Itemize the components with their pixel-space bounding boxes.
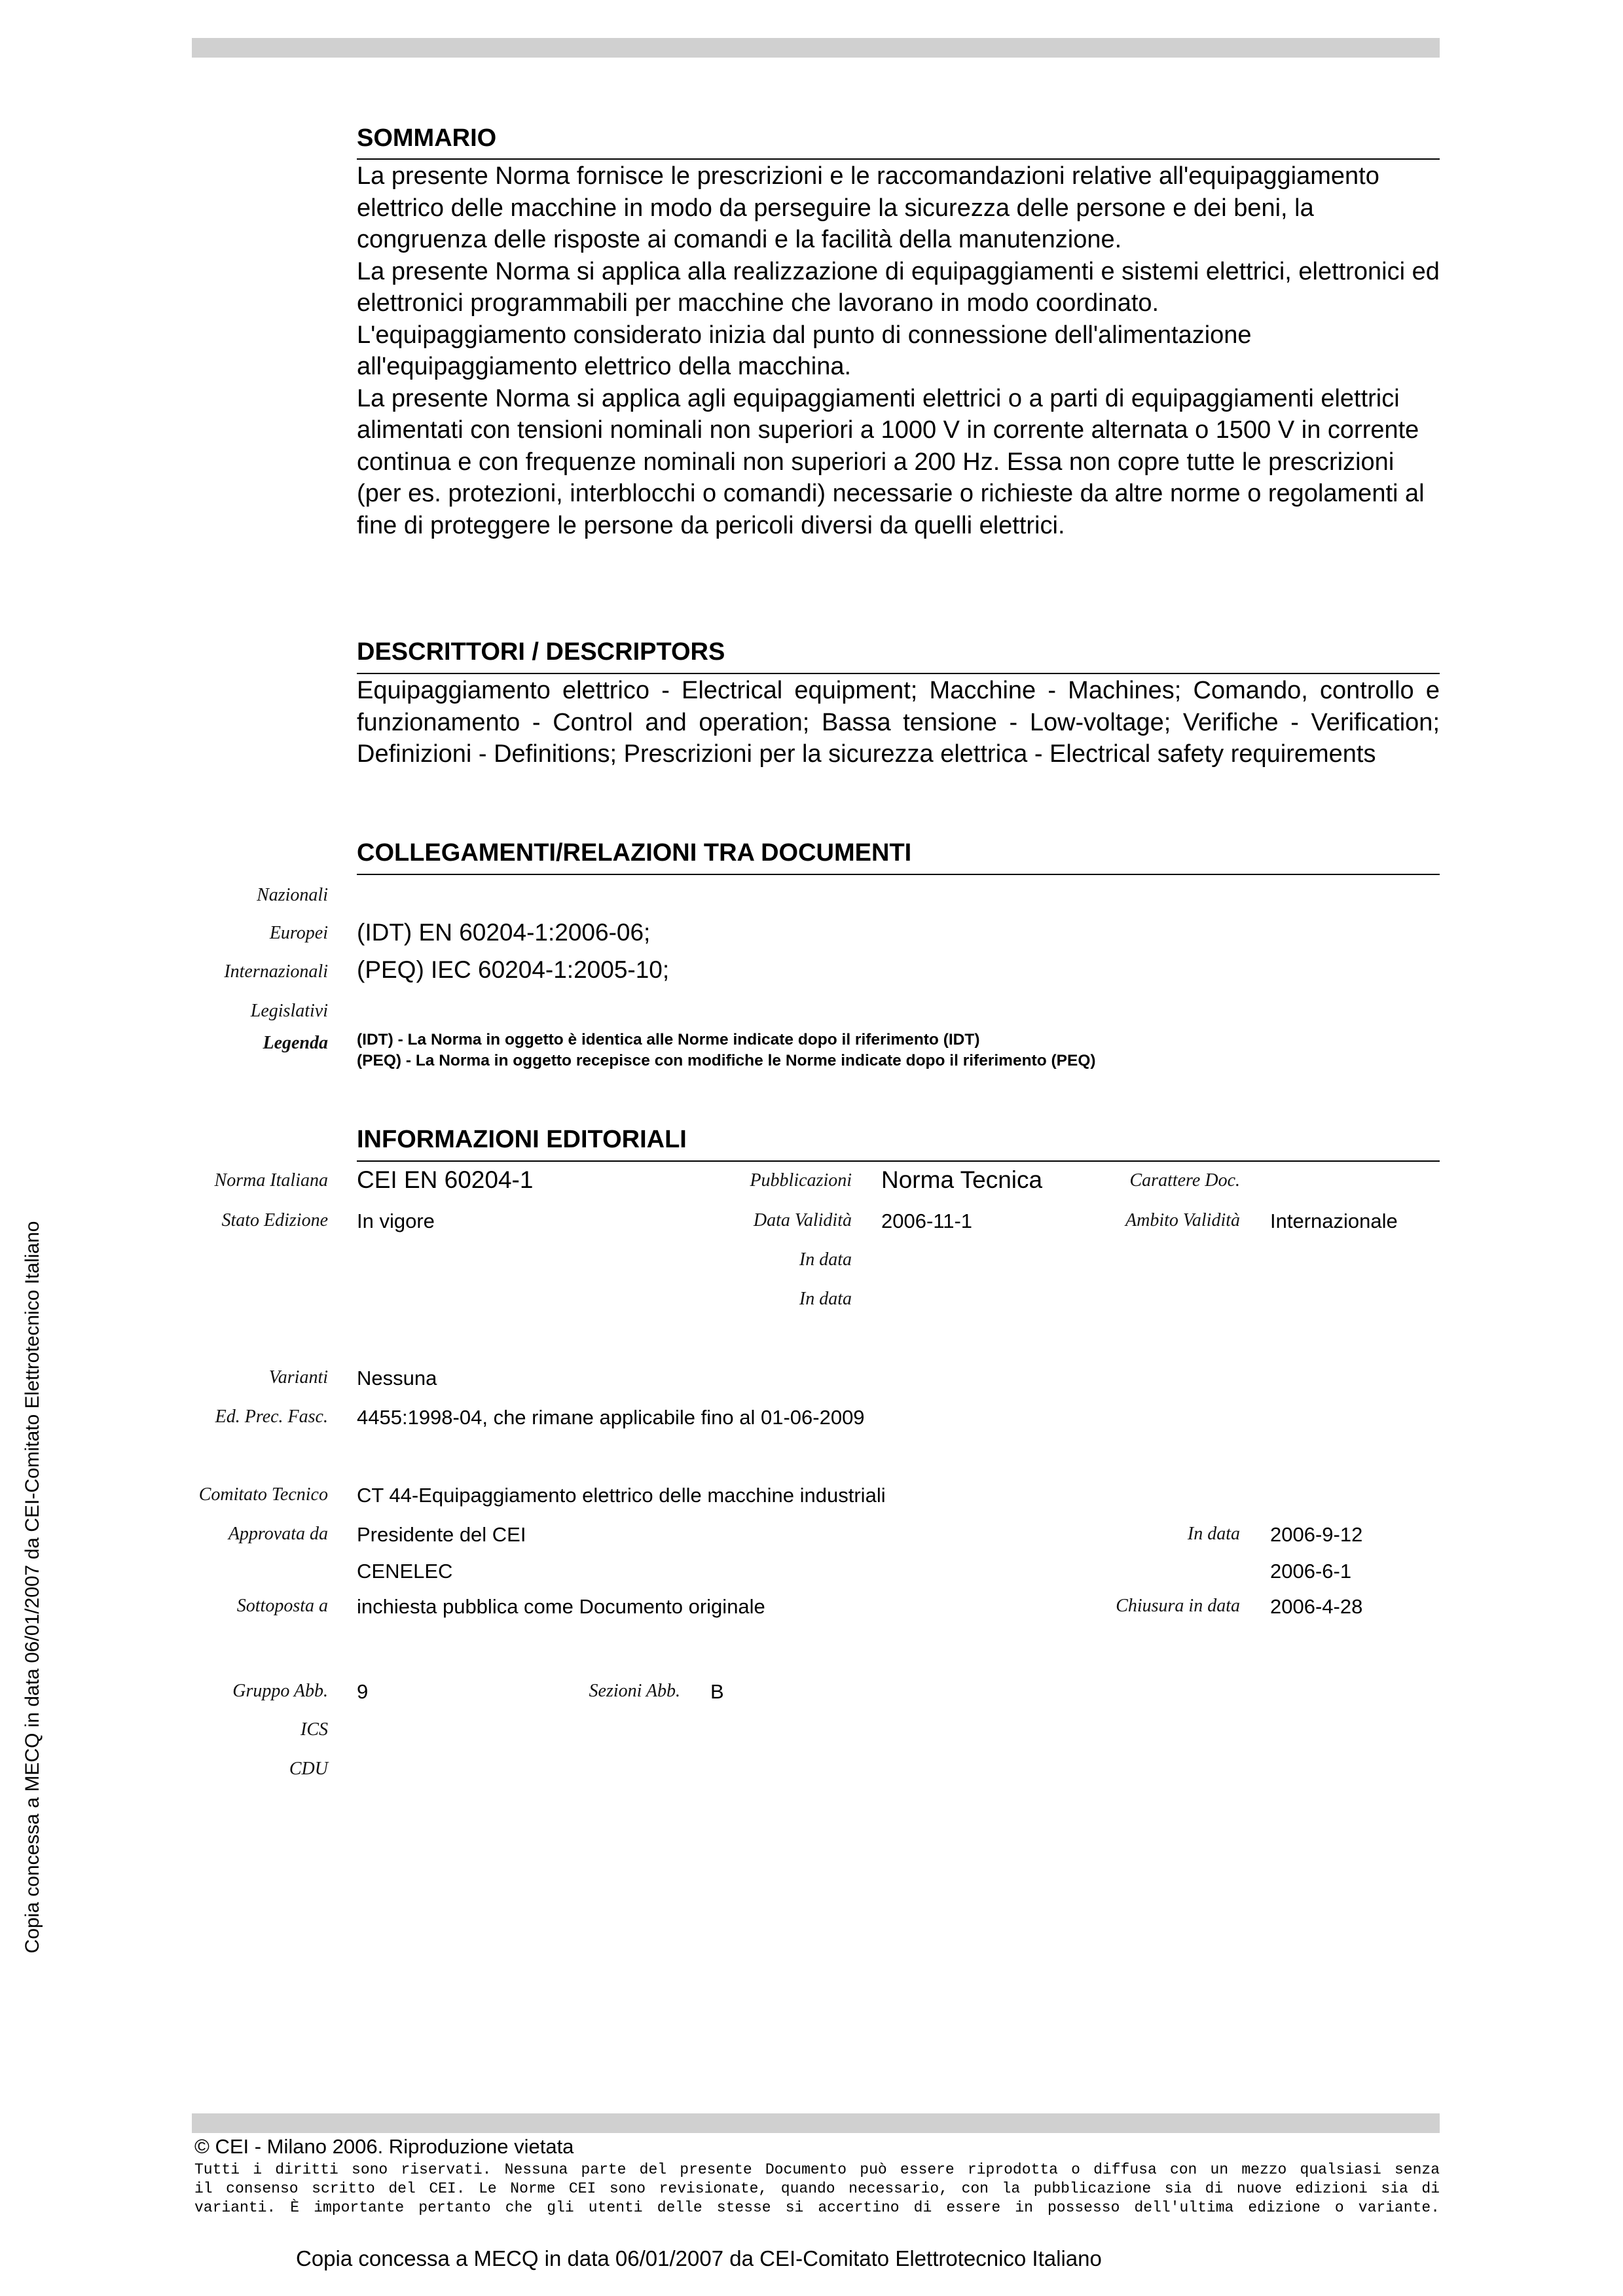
pubblicazioni-value: Norma Tecnica bbox=[881, 1166, 1043, 1193]
sommario-heading: SOMMARIO bbox=[357, 124, 497, 152]
label-europei: Europei bbox=[269, 923, 328, 943]
cenelec-value: CENELEC bbox=[357, 1560, 453, 1583]
descrittori-rule bbox=[357, 673, 1440, 674]
stato-edizione-value: In vigore bbox=[357, 1210, 435, 1232]
informazioni-heading: INFORMAZIONI EDITORIALI bbox=[357, 1126, 687, 1153]
descrittori-body: Equipaggiamento elettrico - Electrical equipment; Macchine - Machines; Comando, controllo e funzionamento - Control and operation; Bassa tensione - Low-voltage; Verifiche - Verification; Definizioni - Definitions; Prescrizioni per la sicurezza elettrica - Electrical safety requirements bbox=[357, 677, 1440, 768]
label-carattere-doc: Carattere Doc. bbox=[1129, 1170, 1240, 1191]
label-sezioni-abb: Sezioni Abb. bbox=[589, 1681, 680, 1701]
europei-value: (IDT) EN 60204-1:2006-06; bbox=[357, 919, 651, 946]
sommario-paragraph: La presente Norma fornisce le prescrizioni e le raccomandazioni relative all'equipaggiamento elettrico delle macchine in modo da perseguire la sicurezza delle persone e dei beni, la congruenza delle risposte ai comandi e la facilità della manutenzione. bbox=[357, 162, 1379, 253]
label-ed-prec-fasc: Ed. Prec. Fasc. bbox=[215, 1407, 328, 1427]
sommario-paragraph: La presente Norma si applica agli equipaggiamenti elettrici o a parti di equipaggiamenti elettrici alimentati con tensioni nominali non superiori a 1000 V in corrente alternata o 1500 V in corrente continua e con frequenze nominali non superiori a 200 Hz. Essa non copre tutte le prescrizioni (per es. protezioni, interblocchi o comandi) necessarie o richieste da altre norme o regolamenti al fine di proteggere le persone da pericoli diversi da quelli elettrici. bbox=[357, 384, 1425, 539]
sezioni-abb-value: B bbox=[710, 1680, 724, 1703]
comitato-tecnico-value: CT 44-Equipaggiamento elettrico delle macchine industriali bbox=[357, 1484, 886, 1507]
collegamenti-rule bbox=[357, 874, 1440, 875]
label-cdu: CDU bbox=[289, 1759, 328, 1779]
label-approvata-in-data: In data bbox=[1187, 1524, 1240, 1544]
footer-rights-line: Tutti i diritti sono riservati. Nessuna parte del presente Documento può essere riprodotta o diffusa con un mezzo qualsiasi senza bbox=[194, 2161, 1440, 2178]
label-varianti: Varianti bbox=[268, 1367, 328, 1388]
chiusura-in-data-value: 2006-4-28 bbox=[1270, 1595, 1363, 1618]
label-approvata-da: Approvata da bbox=[228, 1524, 328, 1544]
label-chiusura-in-data: Chiusura in data bbox=[1116, 1596, 1240, 1616]
side-copy-notice bbox=[20, 1113, 46, 2062]
collegamenti-heading: COLLEGAMENTI/RELAZIONI TRA DOCUMENTI bbox=[357, 839, 912, 867]
label-gruppo-abb: Gruppo Abb. bbox=[232, 1681, 328, 1701]
varianti-value: Nessuna bbox=[357, 1367, 437, 1390]
sommario-paragraph: La presente Norma si applica alla realizzazione di equipaggiamenti e sistemi elettrici, elettronici ed elettronici programmabili per macchine che lavorano in modo coordinato. bbox=[357, 257, 1440, 317]
label-pubblicazioni: Pubblicazioni bbox=[750, 1170, 852, 1191]
legend-peq: (PEQ) - La Norma in oggetto recepisce con modifiche le Norme indicate dopo il riferimento (PEQ) bbox=[357, 1052, 1096, 1069]
approvata-da-value: Presidente del CEI bbox=[357, 1523, 526, 1546]
label-internazionali: Internazionali bbox=[224, 961, 328, 982]
label-in-data-1: In data bbox=[799, 1249, 852, 1270]
norma-italiana-value: CEI EN 60204-1 bbox=[357, 1166, 534, 1193]
footer-copyright: © CEI - Milano 2006. Riproduzione vietata bbox=[194, 2135, 574, 2158]
top-gray-bar bbox=[192, 38, 1440, 58]
gruppo-abb-value: 9 bbox=[357, 1680, 369, 1703]
bottom-gray-bar bbox=[192, 2113, 1440, 2133]
footer-rights-line: il consenso scritto del CEI. Le Norme CEI sono revisionate, quando necessario, con la pubblicazione sia di nuove edizioni sia di bbox=[194, 2180, 1440, 2197]
label-ics: ICS bbox=[301, 1719, 328, 1740]
data-validita-value: 2006-11-1 bbox=[881, 1210, 973, 1232]
label-sottoposta-a: Sottoposta a bbox=[236, 1596, 328, 1616]
ambito-validita-value: Internazionale bbox=[1270, 1210, 1398, 1232]
sommario-paragraph: L'equipaggiamento considerato inizia dal punto di connessione dell'alimentazione all'equipaggiamento elettrico della macchina. bbox=[357, 321, 1252, 380]
side-copy-notice-text: Copia concessa a MECQ in data 06/01/2007 da CEI-Comitato Elettrotecnico Italiano bbox=[22, 1221, 43, 1954]
informazioni-rule bbox=[357, 1160, 1440, 1162]
sommario-body bbox=[357, 160, 1440, 541]
label-ambito-validita: Ambito Validità bbox=[1125, 1210, 1240, 1230]
label-stato-edizione: Stato Edizione bbox=[221, 1210, 328, 1230]
cenelec-date-value: 2006-6-1 bbox=[1270, 1560, 1352, 1583]
footer-rights-line: varianti. È importante pertanto che gli utenti delle stesse si accertino di essere in possesso dell'ultima edizione o variante. bbox=[194, 2199, 1440, 2216]
ed-prec-fasc-value: 4455:1998-04, che rimane applicabile fino al 01-06-2009 bbox=[357, 1406, 865, 1429]
sottoposta-a-value: inchiesta pubblica come Documento originale bbox=[357, 1595, 765, 1618]
approvata-in-data-value: 2006-9-12 bbox=[1270, 1523, 1363, 1546]
label-legislativi: Legislativi bbox=[250, 1001, 328, 1021]
label-legenda: Legenda bbox=[263, 1033, 328, 1053]
label-in-data-2: In data bbox=[799, 1289, 852, 1309]
descrittori-heading: DESCRITTORI / DESCRIPTORS bbox=[357, 638, 725, 666]
label-comitato-tecnico: Comitato Tecnico bbox=[198, 1484, 328, 1505]
sommario-rule bbox=[357, 158, 1440, 160]
label-norma-italiana: Norma Italiana bbox=[214, 1170, 328, 1191]
internazionali-value: (PEQ) IEC 60204-1:2005-10; bbox=[357, 956, 670, 983]
footer-copy-notice: Copia concessa a MECQ in data 06/01/2007 da CEI-Comitato Elettrotecnico Italiano bbox=[296, 2246, 1102, 2270]
label-data-validita: Data Validità bbox=[753, 1210, 852, 1230]
legend-idt: (IDT) - La Norma in oggetto è identica alle Norme indicate dopo il riferimento (IDT) bbox=[357, 1031, 980, 1049]
footer-rights bbox=[194, 2161, 1440, 2217]
label-nazionali: Nazionali bbox=[257, 885, 328, 905]
